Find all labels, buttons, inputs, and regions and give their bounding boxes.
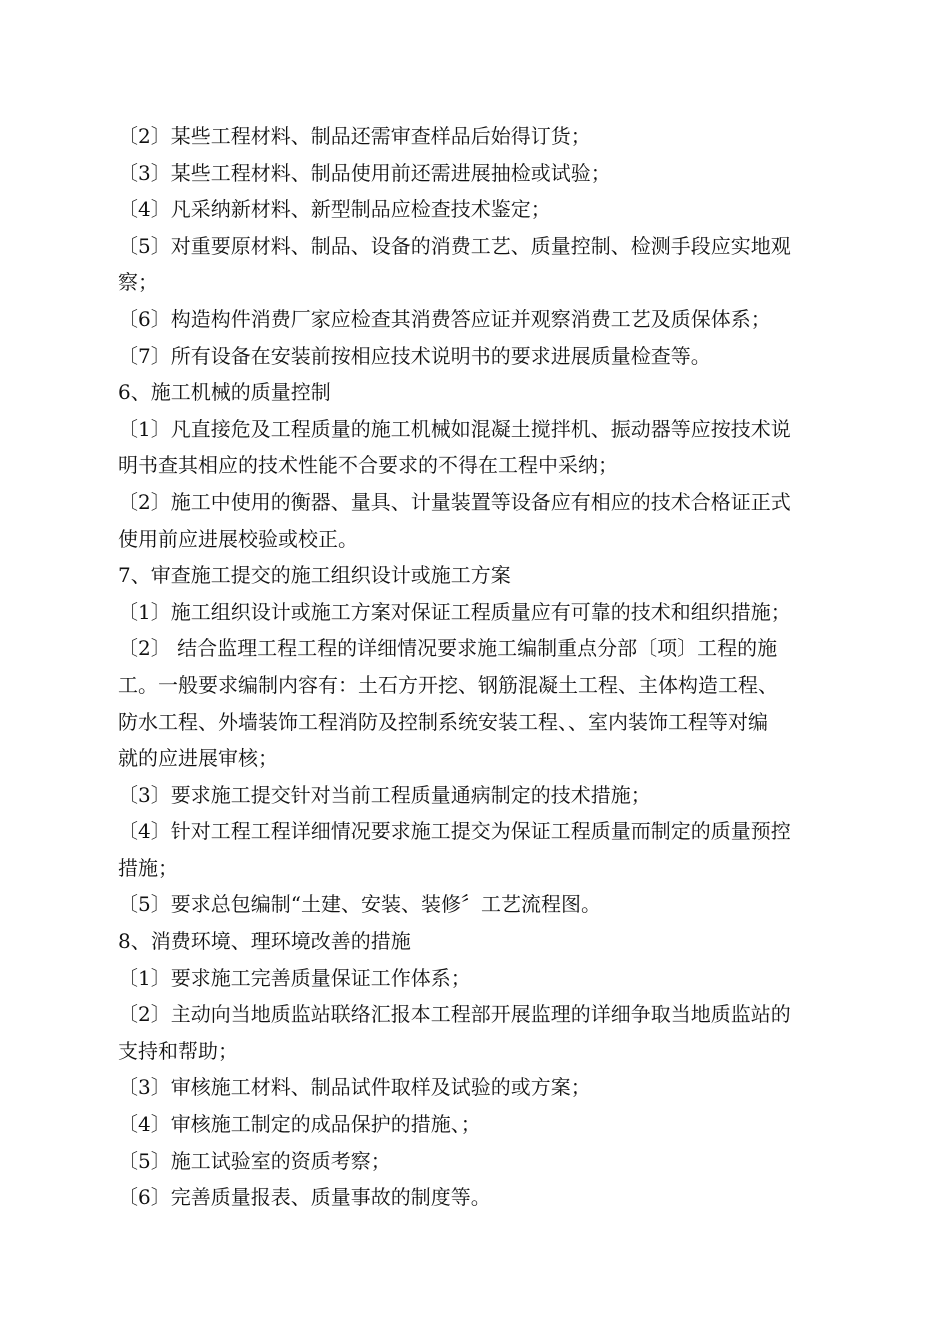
section-heading: 6、施工机械的质量控制 (118, 380, 331, 405)
text-line: 工。一般要求编制内容有：土石方开挖、钢筋混凝土工程、主体构造工程、 (118, 672, 778, 697)
section-heading: 7、审查施工提交的施工组织设计或施工方案 (118, 563, 511, 588)
text-line: 〔5〕要求总包编制“土建、安装、装修〞工艺流程图。 (118, 892, 601, 917)
text-line: 〔3〕要求施工提交针对当前工程质量通病制定的技术措施； (118, 782, 651, 807)
text-line: 〔5〕对重要原材料、制品、设备的消费工艺、质量控制、检测手段应实地观 (118, 233, 791, 258)
text-line: 察； (118, 270, 158, 295)
text-line: 〔6〕完善质量报表、质量事故的制度等。 (118, 1185, 491, 1210)
text-line: 支持和帮助； (118, 1038, 238, 1063)
document-body (118, 118, 868, 1216)
text-line: 〔1〕凡直接危及工程质量的施工机械如混凝土搅拌机、振动器等应按技术说 (118, 416, 791, 441)
text-line: 〔1〕要求施工完善质量保证工作体系； (118, 965, 471, 990)
text-line: 〔5〕施工试验室的资质考察； (118, 1148, 391, 1173)
text-line: 〔2〕 结合监理工程工程的详细情况要求施工编制重点分部〔项〕工程的施 (118, 636, 778, 661)
section-heading: 8、消费环境、理环境改善的措施 (118, 929, 411, 954)
text-line: 明书查其相应的技术性能不合要求的不得在工程中采纳； (118, 453, 618, 478)
text-line: 〔4〕审核施工制定的成品保护的措施、； (118, 1112, 481, 1137)
text-line: 防水工程、外墙装饰工程消防及控制系统安装工程、、室内装饰工程等对编 (118, 709, 768, 734)
text-line: 〔2〕主动向当地质监站联络汇报本工程部开展监理的详细争取当地质监站的 (118, 1002, 791, 1027)
text-line: 措施； (118, 855, 178, 880)
text-line: 〔4〕凡采纳新材料、新型制品应检查技术鉴定； (118, 197, 551, 222)
text-line: 就的应进展审核； (118, 746, 278, 771)
text-line: 〔3〕审核施工材料、制品试件取样及试验的或方案； (118, 1075, 591, 1100)
text-line: 使用前应进展校验或校正。 (118, 526, 358, 551)
text-line: 〔7〕所有设备在安装前按相应技术说明书的要求进展质量检查等。 (118, 343, 711, 368)
text-line: 〔2〕某些工程材料、制品还需审查样品后始得订货； (118, 124, 591, 148)
text-line: 〔1〕施工组织设计或施工方案对保证工程质量应有可靠的技术和组织措施； (118, 599, 791, 624)
text-line: 〔2〕施工中使用的衡器、量具、计量装置等设备应有相应的技术合格证正式 (118, 489, 791, 514)
text-line: 〔6〕构造构件消费厂家应检查其消费答应证并观察消费工艺及质保体系； (118, 306, 771, 331)
text-line: 〔4〕针对工程工程详细情况要求施工提交为保证工程质量而制定的质量预控 (118, 819, 791, 844)
text-line: 〔3〕某些工程材料、制品使用前还需进展抽检或试验； (118, 160, 611, 185)
